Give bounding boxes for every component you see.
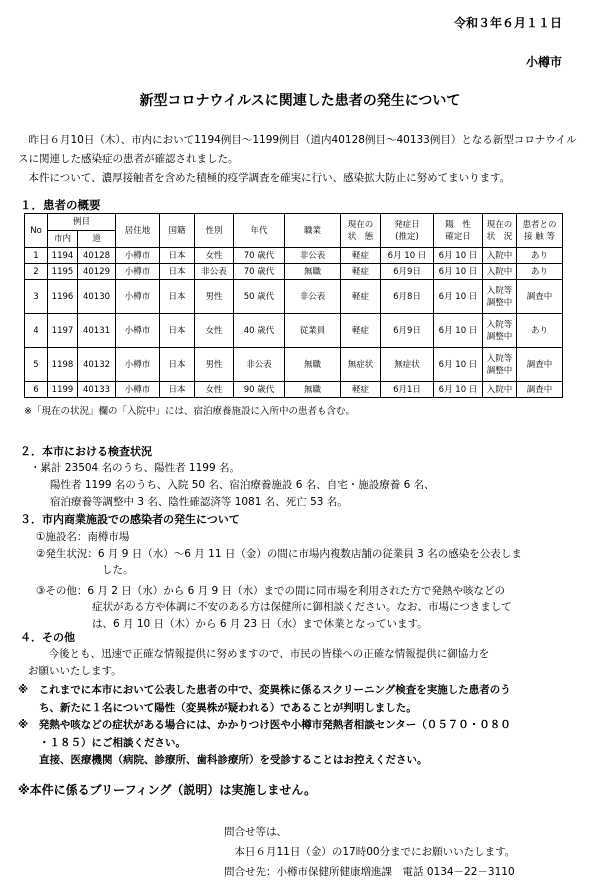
header-onset: 発症日 (推定) [381, 214, 434, 248]
table-row: 2 1195 40129 小樽市 日本 非公表 70 歳代 無職 軽症 6月9日 6月 10 日 入院中 あり [25, 264, 563, 280]
section1-heading: １．患者の概要 [20, 198, 101, 212]
table-row: 6 1199 40133 小樽市 日本 女性 90 歳代 無職 軽症 6月1日 6月 10 日 入院中 調査中 [25, 382, 563, 398]
variant-note: ※ これまでに本市において公表した患者の中で、変異株に係るスクリーニング検査を実施した患者のう [18, 684, 511, 696]
section4-body [18, 646, 489, 680]
section4-line-2: お願いいたします。 [28, 665, 122, 677]
section3-body [36, 529, 591, 632]
fever-note: ※ 発熱や咳などの症状がある場合には、かかりつけ医や小樽市発熱者相談センター（０５７０・０８０ [18, 719, 511, 731]
header-age: 年代 [234, 214, 285, 248]
section2-line-2: 陽性者 1199 名のうち、入院 50 名、宿泊療養施設 6 名、自宅・施設療養 6 名、 [50, 479, 435, 491]
header-occupation: 職業 [285, 214, 341, 248]
header-contact: 患者との 接 触 等 [517, 214, 563, 248]
section4-line-1: 今後とも、迅速で正確な情報提供に努めますので、市民の皆様への正確な情報提供に御協力を [38, 648, 490, 660]
patient-table [24, 213, 563, 398]
other-info: ③その他：6 月 2 日（水）から 6 月 9 日（水）までの間に同市場を利用された方で発熱や咳などの [36, 584, 505, 597]
briefing-notice: ※本件に係るブリーフィング（説明）は実施しません。 [18, 783, 317, 797]
contact-phone: 問合せ先：小樽市保健所健康増進課 電話 0134－22－3110 [224, 866, 515, 878]
facility-name: ①施設名：南樽市場 [36, 531, 130, 543]
section3-heading: ３．市内商業施設での感染者の発生について [20, 513, 240, 526]
header-no: No [25, 214, 48, 248]
section2-heading: ２．本市における検査状況 [20, 445, 152, 458]
section4-heading: ４．その他 [20, 631, 75, 644]
intro [18, 131, 584, 188]
variant-note-cont: ち、新たに１名について陽性（変異株が疑われる）であることが判明しました。 [18, 701, 417, 714]
header-case: 例目 [48, 214, 116, 231]
other-info-cont-2: は、6 月 10 日（木）から 6 月 23 日（水）まで休業となっています。 [92, 617, 428, 630]
intro-paragraph-1: 昨日６月10日（木）、市内において1194例目～1199例目（道内40128例目～40133例目）となる新型コロナウイルスに関連した感染症の患者が確認されました。 [18, 134, 577, 165]
table-row: 3 1196 40130 小樽市 日本 男性 50 歳代 非公表 軽症 6月8日 6月 10 日 入院等 調整中 調査中 [25, 280, 563, 314]
table-row: 4 1197 40131 小樽市 日本 女性 40 歳代 従業員 軽症 6月9日 6月 10 日 入院等 調整中 あり [25, 314, 563, 348]
document-title: 新型コロナウイルスに関連した患者の発生について [139, 93, 461, 109]
intro-paragraph-2: 本件について、濃厚接触者を含めた積極的疫学調査を確実に行い、感染拡大防止に努めてまいります。 [18, 172, 511, 184]
section2-line-3: 宿泊療養等調整中 3 名、陰性確認済等 1081 名、死亡 53 名。 [50, 496, 348, 508]
section2-body [30, 460, 435, 511]
header-pref-no: 道 [78, 231, 116, 248]
header-gender: 性別 [195, 214, 234, 248]
table-row: 1 1194 40128 小樽市 日本 女性 70 歳代 非公表 軽症 6月 10 日 6月 10 日 入院中 あり [25, 248, 563, 264]
header-condition: 現在の 状 態 [341, 214, 381, 248]
fever-note-cont-2: 直接、医療機関（病院、診療所、歯科診療所）を受診することはお控えください。 [18, 754, 428, 766]
outbreak-status: ②発生状況：6 月 9 日（水）～6 月 11 日（金）の間に市場内複数店舗の従業員 3 名の感染を公表しま [36, 547, 522, 560]
contact-info [224, 822, 515, 882]
issuer: 小樽市 [525, 55, 562, 69]
section2-line-1: ・累計 23504 名のうち、陽性者 1199 名。 [30, 462, 240, 474]
fever-note-cont: ・１８５）にご相談ください。 [18, 736, 186, 749]
other-info-cont-1: 症状がある方や体調に不安のある方は保健所に御相談ください。なお、市場につきまして [92, 601, 512, 613]
contact-deadline: 本日６月11日（金）の17時00分までにお願いいたします。 [224, 846, 516, 858]
contact-heading: 問合せ等は、 [224, 826, 287, 838]
outbreak-status-cont: した。 [102, 564, 134, 576]
table-row: 5 1198 40132 小樽市 日本 男性 非公表 無職 無症状 無症状 6月 10 日 入院等 調整中 調査中 [25, 348, 563, 382]
header-current: 現在の 状 況 [483, 214, 517, 248]
important-notes [18, 682, 511, 770]
header-residence: 居住地 [116, 214, 160, 248]
header-positive: 陽 性 確定日 [434, 214, 483, 248]
issue-date: 令和３年６月１１日 [453, 16, 562, 30]
header-nationality: 国籍 [160, 214, 195, 248]
table-note: ※「現在の状況」欄の「入院中」には、宿泊療養施設に入所中の患者も含む。 [24, 406, 355, 417]
header-city-no: 市内 [48, 231, 78, 248]
